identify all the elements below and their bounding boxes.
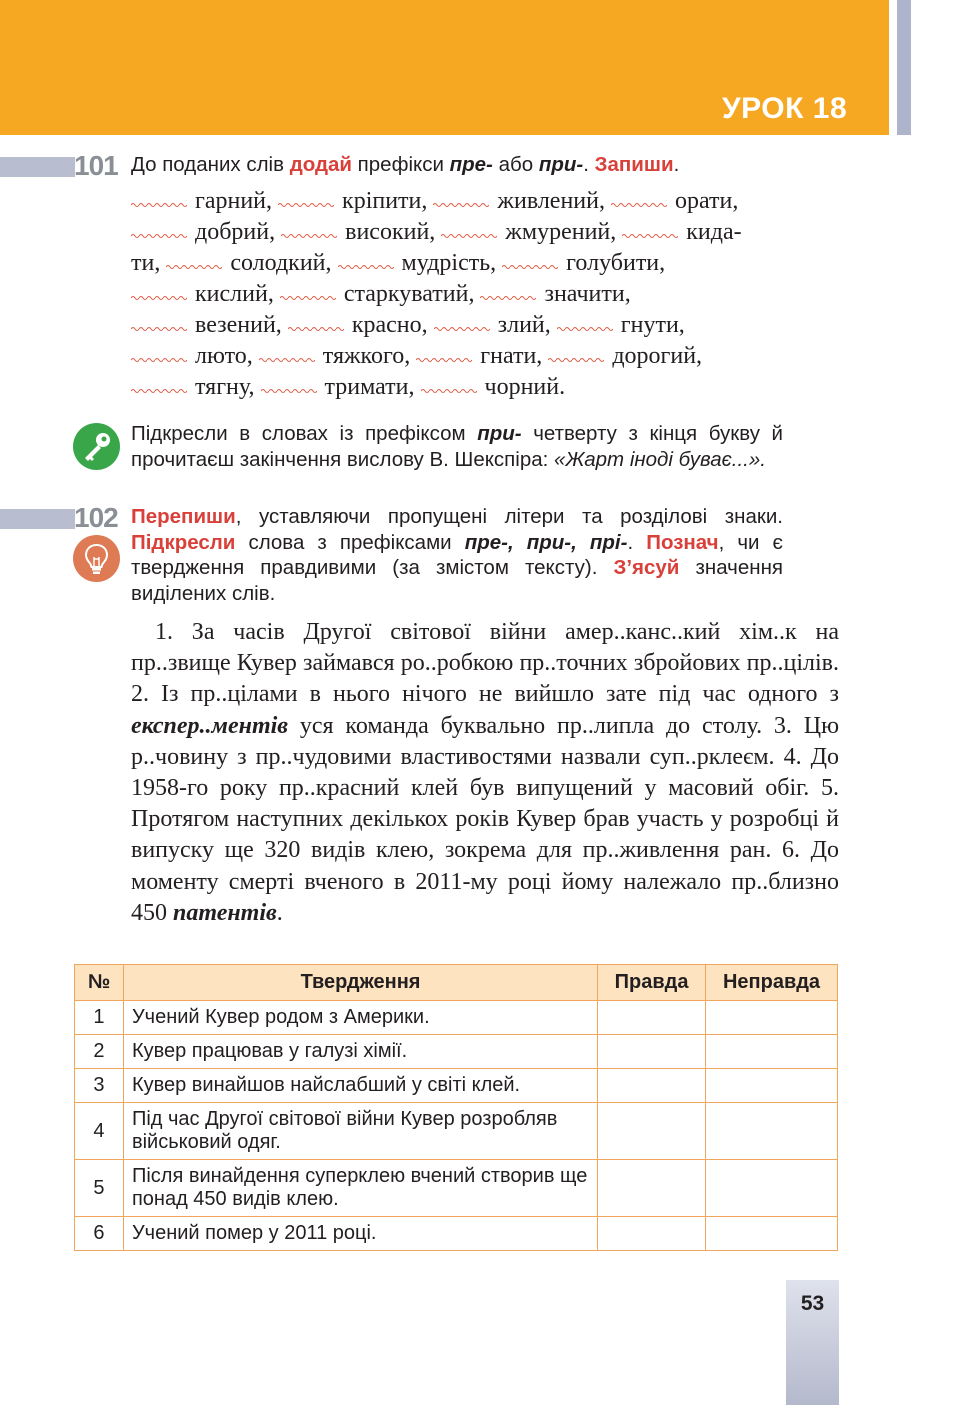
- statements-table: [74, 964, 838, 1251]
- word-line-2: добрий, високий, жмурений, кида-: [131, 217, 831, 248]
- column-header-true: Правда: [598, 965, 706, 1001]
- row-number: 2: [75, 1035, 124, 1069]
- prefix-blank: [622, 229, 678, 239]
- false-cell[interactable]: [706, 1035, 838, 1069]
- prefix-blank: [434, 322, 490, 332]
- table-header-row: [75, 965, 838, 1001]
- word-line-1: гарний, кріпити, живлений, орати,: [131, 186, 831, 217]
- exercise-101-number: 101: [74, 150, 118, 181]
- row-number: 3: [75, 1069, 124, 1103]
- true-cell[interactable]: [598, 1069, 706, 1103]
- column-header-number: №: [75, 965, 124, 1001]
- prefix-blank: [338, 260, 394, 270]
- prefix-blank: [131, 229, 187, 239]
- table-row: [75, 1103, 838, 1160]
- prefix-blank: [259, 353, 315, 363]
- false-cell[interactable]: [706, 1069, 838, 1103]
- column-header-statement: Твердження: [123, 965, 597, 1001]
- word-line-7: тягну, тримати, чорний.: [131, 372, 831, 403]
- prefix-blank: [131, 384, 187, 394]
- false-cell[interactable]: [706, 1160, 838, 1217]
- row-statement: Під час Другої світової війни Кувер розробляв військовий одяг.: [123, 1103, 597, 1160]
- true-cell[interactable]: [598, 1035, 706, 1069]
- prefix-blank: [261, 384, 317, 394]
- key-icon: [73, 423, 120, 470]
- exercise-102-passage: 1. За часів Другої світової війни амер..канс..кий хім..к на пр..звище Кувер займався ро..робкою пр..точних збройових пр..цілів. 2. Із пр..цілами в нього нічого не вийшло зате під час одного з експер..ментів уся команда буквально пр..липла до столу. 3. Цю р..човину з пр..чудовими властивостями назвали суп..рклеєм. 4. До 1958-го року пр..красний клей був випущений у масовий обіг. 5. Протягом наступних декількох років Кувер брав участь у розробці й випуску ще 320 видів клею, зокрема для пр..живлення ран. 6. До моменту смерті вченого в 2011-му році йому належало пр..близно 450 патентів.: [131, 619, 839, 926]
- row-statement: Кувер винайшов найслабший у світі клей.: [123, 1069, 597, 1103]
- prefix-blank: [131, 322, 187, 332]
- exercise-102-number: 102: [74, 502, 118, 533]
- prefix-blank: [480, 291, 536, 301]
- row-number: 6: [75, 1217, 124, 1251]
- prefix-blank: [548, 353, 604, 363]
- lightbulb-icon: [73, 535, 120, 582]
- prefix-blank: [131, 198, 187, 208]
- exercise-102-instruction: Перепиши, уставляючи пропущені літери та розділові знаки. Підкресли слова з префіксами пре-, при-, прі-. Познач, чи є твердження правдивими (за змістом тексту). З’ясуй значення виділених слів.: [131, 505, 783, 605]
- word-line-6: люто, тяжкого, гнати, дорогий,: [131, 341, 831, 372]
- prefix-blank: [502, 260, 558, 270]
- table-row: [75, 1217, 838, 1251]
- table-row: [75, 1160, 838, 1217]
- prefix-blank: [288, 322, 344, 332]
- word-line-5: везений, красно, злий, гнути,: [131, 310, 831, 341]
- exercise-101-words: [131, 186, 831, 403]
- prefix-blank: [131, 353, 187, 363]
- table-row: [75, 1035, 838, 1069]
- row-number: 1: [75, 1001, 124, 1035]
- lesson-title: УРОК 18: [722, 92, 848, 125]
- column-header-false: Неправда: [706, 965, 838, 1001]
- row-statement: Учений Кувер родом з Америки.: [123, 1001, 597, 1035]
- false-cell[interactable]: [706, 1103, 838, 1160]
- row-number: 4: [75, 1103, 124, 1160]
- true-cell[interactable]: [598, 1217, 706, 1251]
- prefix-blank: [433, 198, 489, 208]
- row-statement: Учений помер у 2011 році.: [123, 1217, 597, 1251]
- word-line-3: ти, солодкий, мудрість, голубити,: [131, 250, 666, 276]
- key-task-text: Підкресли в словах із префіксом при- четверту з кінця букву й прочитаєш закінчення вислову В. Шекспіра: «Жарт іноді буває...».: [131, 422, 783, 471]
- prefix-blank: [278, 198, 334, 208]
- prefix-blank: [441, 229, 497, 239]
- word-line-4: кислий, старкуватий, значити,: [131, 279, 831, 310]
- true-cell[interactable]: [598, 1103, 706, 1160]
- true-cell[interactable]: [598, 1160, 706, 1217]
- prefix-blank: [416, 353, 472, 363]
- row-statement: Після винайдення суперклею вчений створив ще понад 450 видів клею.: [123, 1160, 597, 1217]
- table-row: [75, 1001, 838, 1035]
- prefix-blank: [557, 322, 613, 332]
- false-cell[interactable]: [706, 1001, 838, 1035]
- side-strip: [897, 0, 911, 135]
- table-row: [75, 1069, 838, 1103]
- false-cell[interactable]: [706, 1217, 838, 1251]
- exercise-101-bar: [0, 157, 75, 177]
- prefix-blank: [131, 291, 187, 301]
- true-cell[interactable]: [598, 1001, 706, 1035]
- row-statement: Кувер працював у галузі хімії.: [123, 1035, 597, 1069]
- prefix-blank: [166, 260, 222, 270]
- exercise-102-bar: [0, 509, 75, 529]
- prefix-blank: [421, 384, 477, 394]
- prefix-blank: [280, 291, 336, 301]
- exercise-101-instruction: До поданих слів додай префікси пре- або при-. Запиши.: [131, 153, 680, 176]
- prefix-blank: [281, 229, 337, 239]
- page-number: 53: [800, 1292, 825, 1315]
- prefix-blank: [611, 198, 667, 208]
- row-number: 5: [75, 1160, 124, 1217]
